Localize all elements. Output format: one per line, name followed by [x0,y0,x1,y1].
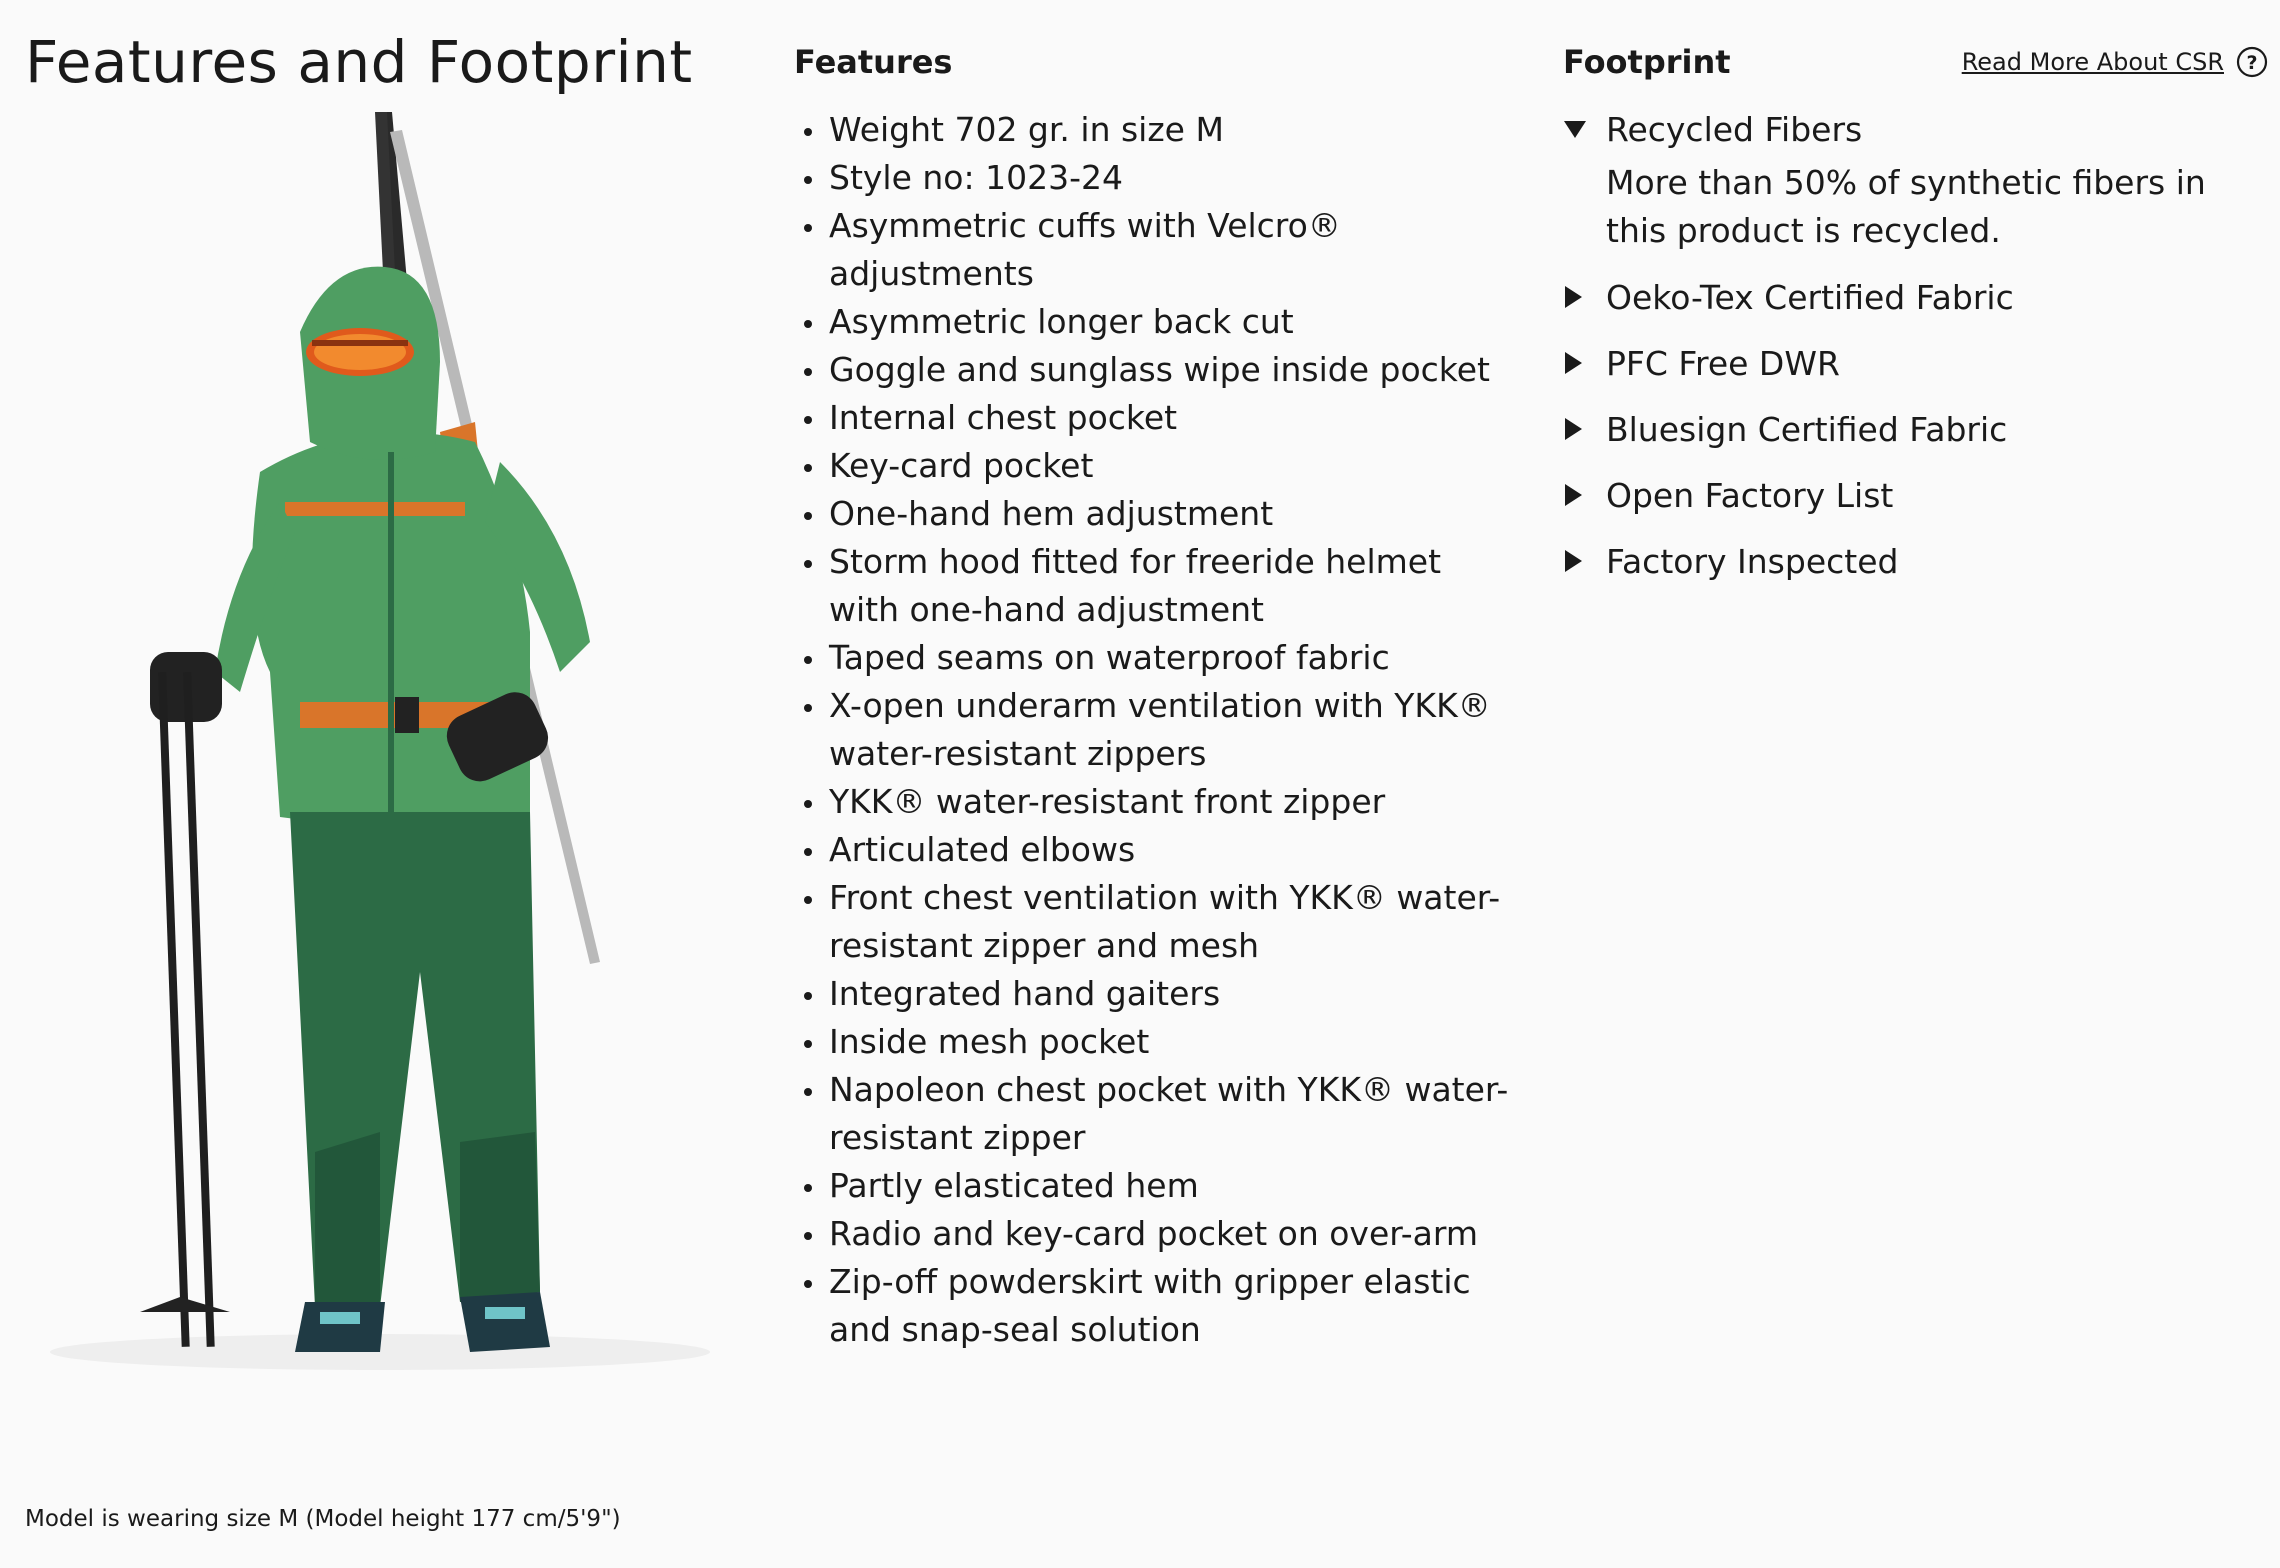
feature-item: One-hand hem adjustment [794,490,1514,538]
page-title: Features and Footprint [25,28,693,96]
accordion-toggle[interactable] [1563,471,2268,519]
triangle-right-icon [1563,537,1606,585]
triangle-right-icon [1563,273,1606,321]
feature-item: Articulated elbows [794,826,1514,874]
feature-item: Storm hood fitted for freeride helmet with one-hand adjustment [794,538,1514,634]
triangle-right-icon [1563,471,1606,519]
feature-item: Inside mesh pocket [794,1018,1514,1066]
features-section [794,40,1514,1354]
accordion-toggle[interactable] [1563,405,2268,453]
feature-item: Partly elasticated hem [794,1162,1514,1210]
product-image [30,112,725,1372]
footprint-item-open-factory-list [1563,471,2268,519]
csr-link-label: Read More About CSR [1961,48,2224,76]
accordion-label: Oeko-Tex Certified Fabric [1606,277,2014,317]
feature-item: Radio and key-card pocket on over-arm [794,1210,1514,1258]
triangle-right-icon [1563,339,1606,387]
feature-item: X-open underarm ventilation with YKK® water-resistant zippers [794,682,1514,778]
feature-item: YKK® water-resistant front zipper [794,778,1514,826]
feature-item: Key-card pocket [794,442,1514,490]
feature-item: Taped seams on waterproof fabric [794,634,1514,682]
footprint-item-recycled-fibers [1563,105,2268,255]
footprint-item-factory-inspected [1563,537,2268,585]
accordion-toggle[interactable] [1563,339,2268,387]
accordion-label: Factory Inspected [1606,541,1899,581]
footprint-item-oeko-tex [1563,273,2268,321]
triangle-down-icon [1563,105,1606,153]
footprint-item-bluesign [1563,405,2268,453]
features-list [794,106,1514,1354]
accordion-toggle[interactable] [1563,105,2268,153]
feature-item: Zip-off powderskirt with gripper elastic and snap-seal solution [794,1258,1514,1354]
accordion-label: Recycled Fibers [1606,109,1863,149]
feature-item: Napoleon chest pocket with YKK® water-resistant zipper [794,1066,1514,1162]
footprint-accordion [1563,105,2268,585]
read-more-csr-link[interactable] [1962,46,2268,78]
feature-item: Goggle and sunglass wipe inside pocket [794,346,1514,394]
feature-item: Internal chest pocket [794,394,1514,442]
accordion-label: Open Factory List [1606,475,1894,515]
feature-item: Integrated hand gaiters [794,970,1514,1018]
feature-item: Asymmetric longer back cut [794,298,1514,346]
feature-item: Style no: 1023-24 [794,154,1514,202]
features-heading: Features [794,43,953,81]
accordion-content: More than 50% of synthetic fibers in this product is recycled. [1606,163,2206,250]
feature-item: Weight 702 gr. in size M [794,106,1514,154]
footprint-heading: Footprint [1563,43,1731,81]
footprint-item-pfc-free [1563,339,2268,387]
feature-item: Front chest ventilation with YKK® water-resistant zipper and mesh [794,874,1514,970]
svg-text:?: ? [2246,52,2258,74]
footprint-header [1563,40,2268,84]
feature-item: Asymmetric cuffs with Velcro® adjustments [794,202,1514,298]
accordion-toggle[interactable] [1563,537,2268,585]
accordion-toggle[interactable] [1563,273,2268,321]
footprint-section [1563,40,2268,603]
help-circle-icon[interactable] [2236,46,2268,78]
accordion-label: Bluesign Certified Fabric [1606,409,2008,449]
accordion-label: PFC Free DWR [1606,343,1840,383]
triangle-right-icon [1563,405,1606,453]
model-size-caption: Model is wearing size M (Model height 177 cm/5'9") [25,1506,621,1532]
